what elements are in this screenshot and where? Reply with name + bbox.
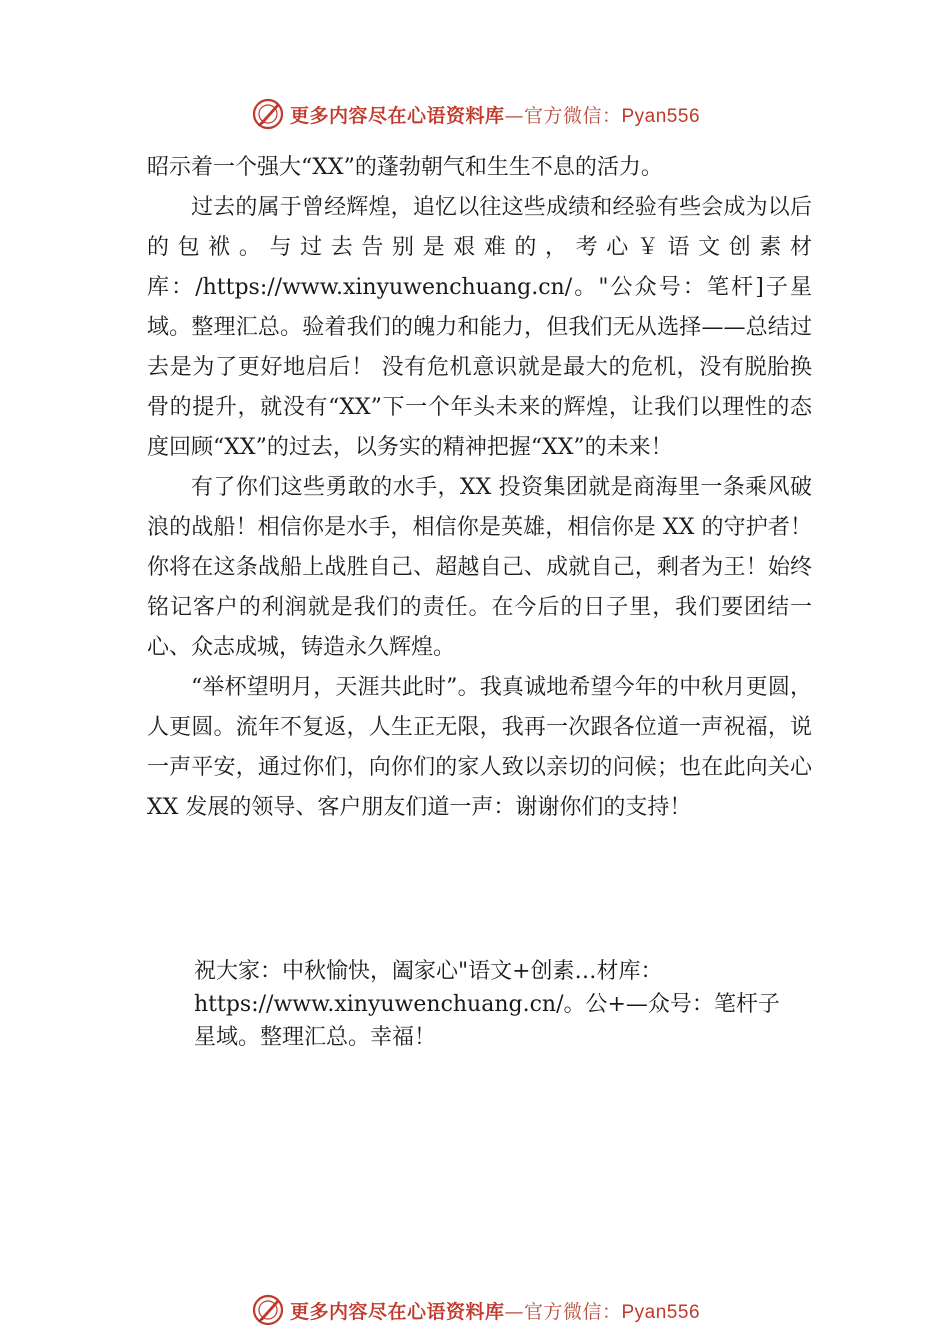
watermark-text [290,101,700,128]
paragraph-sailors: 有了你们这些勇敢的水手，XX 投资集团就是商海里一条乘风破浪的战船！相信你是水手，相信你是英雄，相信你是 XX 的守护者！你将在这条战船上战胜自己、超越自己、成就自己，剩者为王！始终铭记客户的利润就是我们的责任。在今后的日子里，我们要团结一心、众志成城，铸造永久辉煌。 [147,475,812,660]
paragraph-mid-autumn: “举杯望明月，天涯共此时”。我真诚地希望今年的中秋月更圆，人更圆。流年不复返，人生正无限，我再一次跟各位道一声祝福，说一声平安，通过你们，向你们的家人致以亲切的问候；也在此向关心 XX 发展的领导、客户朋友们道一声：谢谢你们的支持！ [147,675,812,820]
watermark-library: 更多内容尽在心语资料库 [289,104,505,127]
footer-watermark [0,1290,950,1330]
closing-line: 祝大家：中秋愉快，阖家心"语文+创素…材库： [194,959,663,984]
watermark-account: Pyan556 [621,105,701,127]
closing-line: 星域。整理汇总。幸福！ [194,1025,437,1050]
watermark-official: —官方微信： [504,1300,622,1323]
quill-pen-seal-icon [250,96,286,132]
paragraph-past: 过去的属于曾经辉煌，追忆以往这些成绩和经验有些会成为以后的包袱。与过去告别是艰难的，考心￥语文创素材库：/https://www.xinyuwenchuang.cn/。"公众号：笔杆]子星域。整理汇总。验着我们的魄力和能力，但我们无从选择——总结过去是为了更好地启后！ 没有危机意识就是最大的危机，没有脱胎换骨的提升，就没有“XX”下一个年头未来的辉煌，让我们以理性的态度回顾“XX”的过去，以务实的精神把握“XX”的未来！ [147,195,812,460]
document-body [147,148,812,828]
watermark-account: Pyan556 [621,1301,701,1323]
closing-line: https://www.xinyuwenchuang.cn/。公+—众号：笔杆子 [194,992,780,1017]
watermark-library: 更多内容尽在心语资料库 [289,1300,505,1323]
paragraph-continuation: 昭示着一个强大“XX”的蓬勃朝气和生生不息的活力。 [147,155,663,180]
quill-pen-seal-icon [250,1292,286,1328]
watermark-text [290,1297,700,1324]
header-watermark [0,94,950,134]
closing-wishes [194,955,826,1054]
watermark-official: —官方微信： [504,104,622,127]
